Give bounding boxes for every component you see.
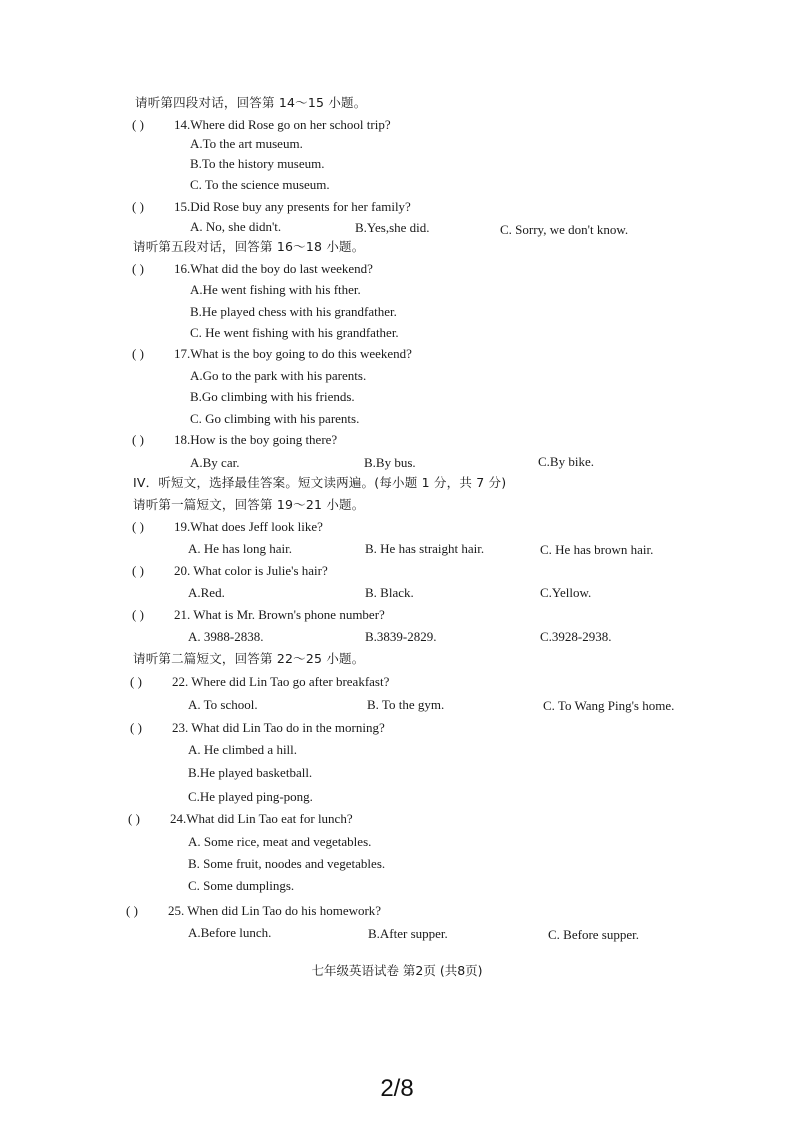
question-stem: 14.Where did Rose go on her school trip?	[174, 117, 391, 132]
option-c: C. Go climbing with his parents.	[190, 411, 360, 426]
question-stem: 17.What is the boy going to do this weekend?	[174, 346, 412, 361]
question-24	[128, 811, 353, 827]
option-a: A.Go to the park with his parents.	[190, 368, 367, 383]
question-17	[132, 346, 412, 362]
question-stem: 24.What did Lin Tao eat for lunch?	[170, 811, 353, 826]
option-c: C. To Wang Ping's home.	[543, 698, 675, 713]
question-stem: 18.How is the boy going there?	[174, 432, 338, 447]
option-b: B.3839-2829.	[365, 629, 437, 644]
question-22	[130, 674, 389, 690]
option-c: C. To the science museum.	[190, 177, 330, 192]
question-19	[132, 519, 323, 535]
option-c: C.By bike.	[538, 454, 594, 469]
option-a: A. Some rice, meat and vegetables.	[188, 834, 372, 849]
passage-2-heading: 请听第二篇短文，回答第 22～25 小题。	[133, 651, 365, 666]
passage-1-heading: 请听第一篇短文，回答第 19～21 小题。	[133, 497, 365, 512]
question-16	[132, 261, 373, 277]
option-a: A. He has long hair.	[188, 541, 292, 556]
question-stem: 23. What did Lin Tao do in the morning?	[172, 720, 385, 735]
question-stem: 16.What did the boy do last weekend?	[174, 261, 373, 276]
option-b: B. Some fruit, noodes and vegetables.	[188, 856, 386, 871]
question-stem: 25. When did Lin Tao do his homework?	[168, 903, 382, 918]
answer-blank[interactable]: ( )	[132, 346, 144, 361]
option-c: C. Sorry, we don't know.	[500, 222, 629, 237]
question-stem: 20. What color is Julie's hair?	[174, 563, 328, 578]
option-c: C.He played ping-pong.	[188, 789, 313, 804]
option-c: C. He went fishing with his grandfather.	[190, 325, 399, 340]
question-20	[132, 563, 328, 579]
option-b: B.Go climbing with his friends.	[190, 389, 355, 404]
option-c: C.3928-2938.	[540, 629, 612, 644]
option-b: B. He has straight hair.	[365, 541, 485, 556]
option-a: A. No, she didn't.	[190, 219, 282, 234]
option-b: B. To the gym.	[367, 697, 445, 712]
question-stem: 21. What is Mr. Brown's phone number?	[174, 607, 385, 622]
answer-blank[interactable]: ( )	[132, 519, 144, 534]
question-23	[130, 720, 385, 736]
option-c: C.Yellow.	[540, 585, 592, 600]
page-footer: 七年级英语试卷 第2页 (共8页)	[311, 963, 483, 978]
option-b: B.He played basketball.	[188, 765, 313, 780]
option-b: B.To the history museum.	[190, 156, 325, 171]
option-a: A.Red.	[188, 585, 225, 600]
section-heading-5: 请听第五段对话，回答第 16～18 小题。	[133, 239, 365, 254]
question-stem: 19.What does Jeff look like?	[174, 519, 323, 534]
question-stem: 15.Did Rose buy any presents for her family?	[174, 199, 411, 214]
option-a: A.To the art museum.	[190, 136, 303, 151]
answer-blank[interactable]: ( )	[128, 811, 140, 826]
option-a: A.By car.	[190, 455, 240, 470]
question-14	[132, 117, 391, 133]
page-indicator: 2/8	[380, 1075, 414, 1102]
answer-blank[interactable]: ( )	[130, 674, 142, 689]
option-b: B.By bus.	[364, 455, 416, 470]
question-stem: 22. Where did Lin Tao go after breakfast?	[172, 674, 390, 689]
answer-blank[interactable]: ( )	[126, 903, 138, 918]
section-heading-4: 请听第四段对话，回答第 14～15 小题。	[135, 95, 367, 110]
option-b: B. Black.	[365, 585, 414, 600]
option-c: C. Some dumplings.	[188, 878, 295, 893]
answer-blank[interactable]: ( )	[132, 563, 144, 578]
question-25	[126, 903, 381, 919]
option-a: A.Before lunch.	[188, 925, 272, 940]
question-18	[132, 432, 337, 448]
option-b: B.After supper.	[368, 926, 448, 941]
answer-blank[interactable]: ( )	[132, 607, 144, 622]
part-iv-heading: IV．听短文，选择最佳答案。短文读两遍。(每小题 1 分，共 7 分)	[133, 475, 507, 490]
option-b: B.He played chess with his grandfather.	[190, 304, 397, 319]
answer-blank[interactable]: ( )	[132, 199, 144, 214]
answer-blank[interactable]: ( )	[132, 432, 144, 447]
answer-blank[interactable]: ( )	[130, 720, 142, 735]
option-c: C. He has brown hair.	[540, 542, 654, 557]
option-a: A.He went fishing with his fther.	[190, 282, 361, 297]
option-c: C. Before supper.	[548, 927, 639, 942]
question-21	[132, 607, 385, 623]
option-a: A. To school.	[188, 697, 258, 712]
option-a: A. He climbed a hill.	[188, 742, 298, 757]
answer-blank[interactable]: ( )	[132, 117, 144, 132]
option-b: B.Yes,she did.	[355, 220, 430, 235]
answer-blank[interactable]: ( )	[132, 261, 144, 276]
question-15	[132, 199, 411, 215]
option-a: A. 3988-2838.	[188, 629, 264, 644]
